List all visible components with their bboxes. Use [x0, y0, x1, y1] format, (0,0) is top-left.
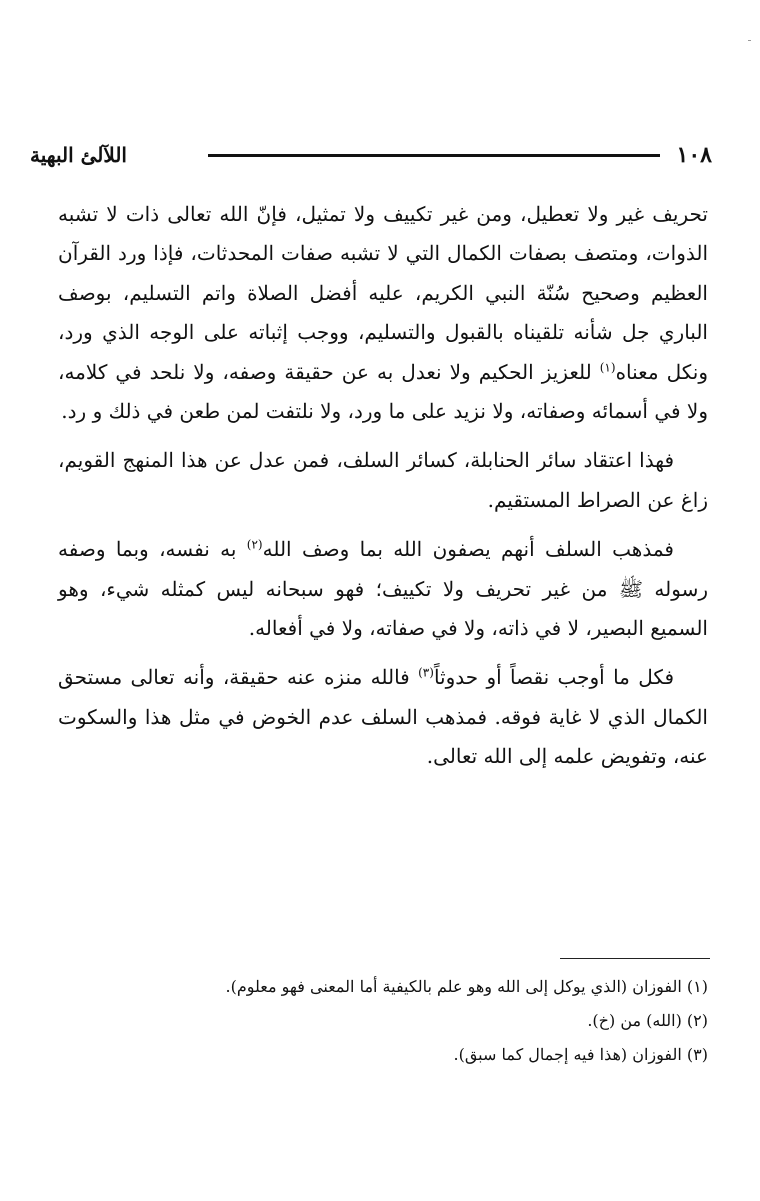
- paragraph-text: تحريف غير ولا تعطيل، ومن غير تكييف ولا تمثيل، فإنّ الله تعالى ذات لا تشبه الذوات، ومتصف بصفات الكمال التي لا تشبه صفات المحدثات، فإذا ورد القرآن العظيم وصحيح سُنّة النبي الكريم، عليه أفضل الصلاة واتم التسليم، بوصف الباري جل شأنه تلقيناه بالقبول والتسليم، ووجب إثباته على الوجه الذي ورد، ونكل معناه: [58, 202, 708, 384]
- footnote-ref-3: (٣): [418, 665, 434, 680]
- margin-mark: [748, 40, 751, 41]
- paragraph-text: فالله منزه عنه حقيقة، وأنه تعالى مستحق الكمال الذي لا غاية فوقه. فمذهب السلف عدم الخوض في مثل هذا والسكوت عنه، وتفويض علمه إلى الله تعالى.: [58, 665, 708, 769]
- header-rule: [208, 154, 660, 157]
- paragraph-text: فكل ما أوجب نقصاً أو حدوثاً: [433, 665, 675, 690]
- footnote-2: (٢) (الله) من (خ).: [587, 1011, 708, 1030]
- paragraph-text: فهذا اعتقاد سائر الحنابلة، كسائر السلف، فمن عدل عن هذا المنهج القويم، زاغ عن الصراط المستقيم.: [58, 448, 708, 512]
- main-text: [58, 195, 708, 787]
- footnote-1: (١) الفوزان (الذي يوكل إلى الله وهو علم بالكيفية أما المعنى فهو معلوم).: [225, 977, 708, 996]
- footnote-separator: [560, 958, 710, 959]
- page-number: ١٠٨: [676, 142, 712, 168]
- paragraph-4: [58, 658, 708, 776]
- footnote-ref-1: (١): [599, 359, 616, 374]
- paragraph-text: به نفسه، وبما وصفه رسوله ﷺ من غير تحريف ولا تكييف؛ فهو سبحانه ليس كمثله شيء، وهو السميع البصير، لا في ذاته، ولا في صفاته، ولا في أفعاله.: [58, 537, 708, 641]
- footnote-ref-2: (٢): [246, 537, 263, 552]
- footnote-3: (٣) الفوزان (هذا فيه إجمال كما سبق).: [453, 1045, 708, 1064]
- paragraph-text: فمذهب السلف أنهم يصفون الله بما وصف الله: [262, 537, 674, 562]
- paragraph-text: للعزيز الحكيم ولا نعدل به عن حقيقة وصفه، ولا نلحد في كلامه، ولا في أسمائه وصفاته، ولا نزيد على ما ورد، ولا نلتفت لمن طعن في ذلك و رد.: [58, 359, 708, 424]
- paragraph-2: [58, 441, 708, 520]
- footnotes: [58, 970, 708, 1072]
- page-header: [30, 138, 712, 172]
- paragraph-3: [58, 530, 708, 648]
- paragraph-1: [58, 195, 708, 431]
- running-title: اللآلئ البهية: [30, 143, 127, 167]
